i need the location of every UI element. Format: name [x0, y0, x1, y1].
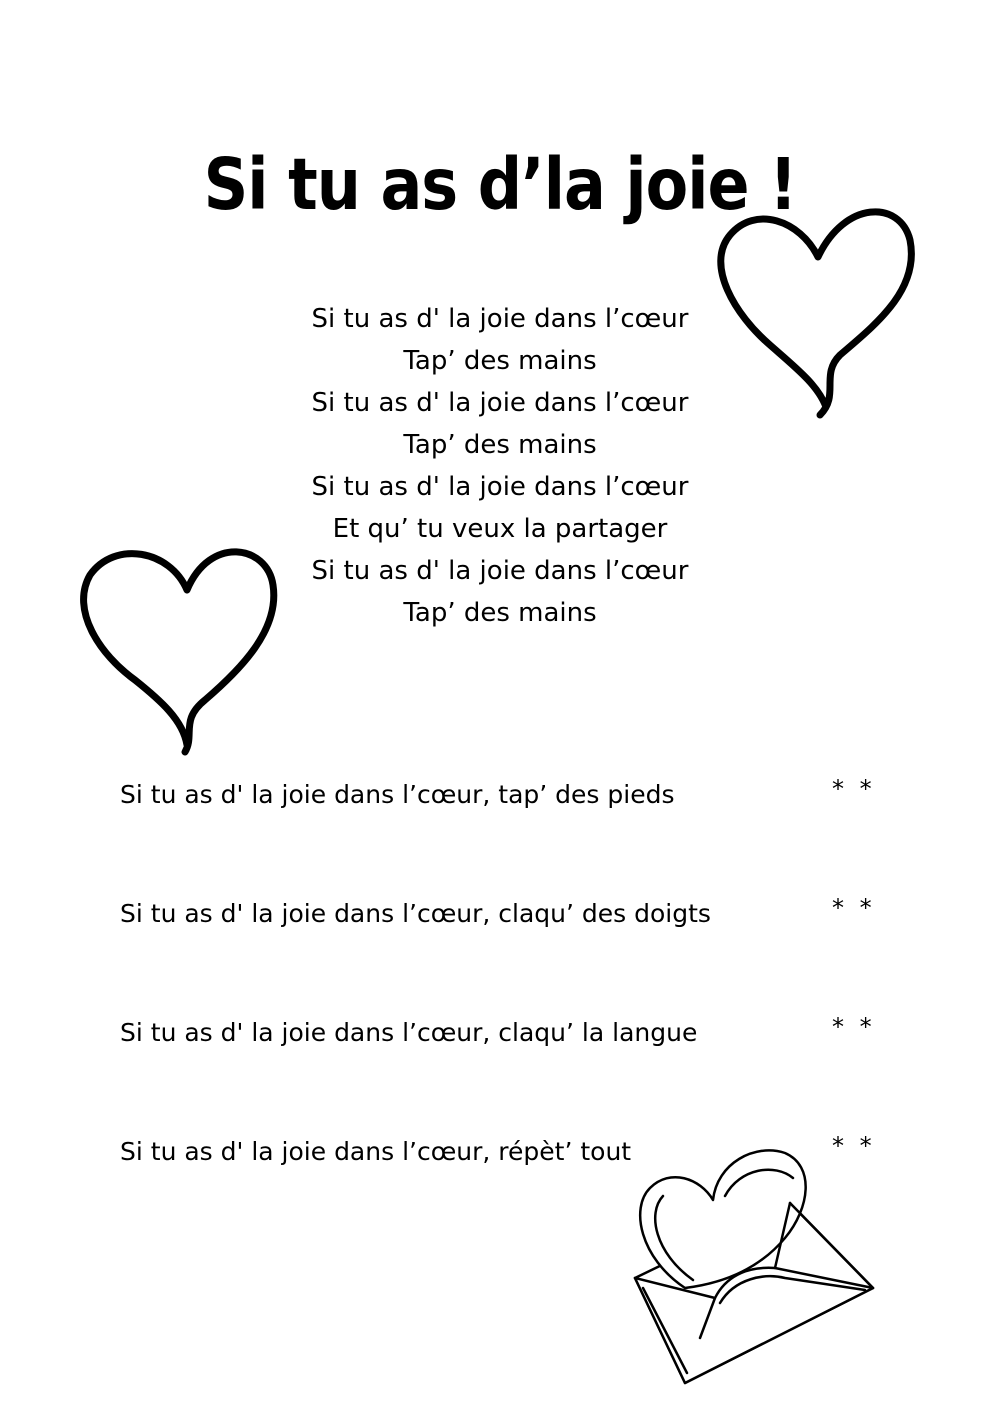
chorus-line: Si tu as d' la joie dans l’cœur	[311, 556, 689, 586]
verse-line	[120, 1013, 880, 1053]
verse-text: Si tu as d' la joie dans l’cœur, tap’ des pieds	[120, 780, 675, 809]
verse-text: Si tu as d' la joie dans l’cœur, claqu’ des doigts	[120, 899, 711, 928]
chorus-line: Si tu as d' la joie dans l’cœur	[311, 304, 689, 334]
heart-icon	[75, 530, 295, 760]
chorus-line: Si tu as d' la joie dans l’cœur	[311, 472, 689, 502]
verse-line	[120, 894, 880, 934]
verse-text: Si tu as d' la joie dans l’cœur, répèt’ tout	[120, 1137, 632, 1166]
verse-marker: * *	[832, 1013, 876, 1041]
chorus-line: Tap’ des mains	[403, 346, 597, 376]
envelope-heart-icon	[625, 1138, 880, 1388]
verse-marker: * *	[832, 1132, 876, 1160]
verse-marker: * *	[832, 894, 876, 922]
verse-marker: * *	[832, 775, 876, 803]
verse-line	[120, 775, 880, 815]
chorus-line: Tap’ des mains	[403, 430, 597, 460]
verse-text: Si tu as d' la joie dans l’cœur, claqu’ la langue	[120, 1018, 698, 1047]
chorus-line: Et qu’ tu veux la partager	[332, 514, 668, 544]
page-title: Si tu as d’la joie !	[203, 141, 797, 226]
heart-icon	[700, 195, 930, 430]
chorus-line: Tap’ des mains	[403, 598, 597, 628]
chorus-line: Si tu as d' la joie dans l’cœur	[311, 388, 689, 418]
